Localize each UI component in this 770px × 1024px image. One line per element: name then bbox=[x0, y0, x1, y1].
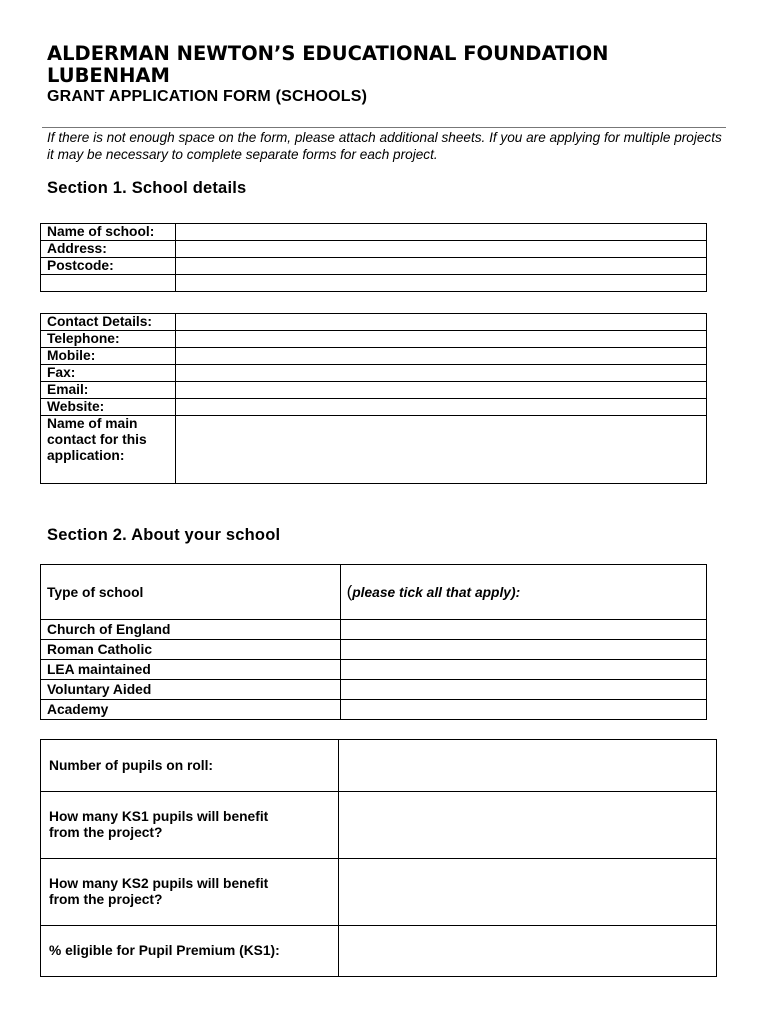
type-roman-catholic-tick[interactable] bbox=[340, 640, 706, 660]
email-field[interactable] bbox=[175, 382, 706, 399]
table-row bbox=[41, 258, 707, 275]
ks1-benefit-field[interactable] bbox=[338, 792, 716, 859]
table-row bbox=[41, 365, 707, 382]
email-label: Email: bbox=[41, 382, 176, 399]
main-contact-label bbox=[41, 416, 176, 484]
contact-details-table bbox=[40, 313, 707, 484]
main-contact-line-3: application: bbox=[47, 448, 125, 463]
school-name-label: Name of school: bbox=[41, 224, 176, 241]
blank-label bbox=[41, 275, 176, 292]
foundation-title bbox=[47, 43, 609, 87]
table-row bbox=[41, 700, 707, 720]
table-row bbox=[41, 314, 707, 331]
type-academy-label: Academy bbox=[41, 700, 341, 720]
website-field[interactable] bbox=[175, 399, 706, 416]
address-field[interactable] bbox=[175, 241, 706, 258]
section-1-heading: Section 1. School details bbox=[47, 179, 247, 197]
table-row bbox=[41, 348, 707, 365]
pupil-numbers-table bbox=[40, 739, 717, 977]
table-row bbox=[41, 416, 707, 484]
table-row bbox=[41, 382, 707, 399]
table-row bbox=[41, 620, 707, 640]
ks1-benefit-label bbox=[41, 792, 339, 859]
table-row bbox=[41, 792, 717, 859]
table-row bbox=[41, 640, 707, 660]
instructions-note: If there is not enough space on the form, please attach additional sheets. If you are applying for multiple projects it may be necessary to complete separate forms for each project. bbox=[47, 130, 722, 162]
question-line-1: How many KS2 pupils will benefit bbox=[49, 876, 269, 891]
tick-paren: ( bbox=[346, 582, 353, 601]
postcode-label: Postcode: bbox=[41, 258, 176, 275]
type-roman-catholic-label: Roman Catholic bbox=[41, 640, 341, 660]
telephone-field[interactable] bbox=[175, 331, 706, 348]
table-row bbox=[41, 399, 707, 416]
main-contact-line-2: contact for this bbox=[47, 432, 147, 447]
table-row bbox=[41, 740, 717, 792]
type-of-school-header: Type of school bbox=[41, 565, 341, 620]
table-row bbox=[41, 241, 707, 258]
type-lea-maintained-label: LEA maintained bbox=[41, 660, 341, 680]
table-row bbox=[41, 331, 707, 348]
telephone-label: Telephone: bbox=[41, 331, 176, 348]
table-row bbox=[41, 565, 707, 620]
pupil-premium-ks1-field[interactable] bbox=[338, 926, 716, 977]
main-contact-line-1: Name of main bbox=[47, 416, 138, 431]
address-label: Address: bbox=[41, 241, 176, 258]
title-line-2: LUBENHAM bbox=[47, 64, 170, 87]
header-divider bbox=[42, 127, 726, 128]
fax-field[interactable] bbox=[175, 365, 706, 382]
question-line-1: Number of pupils on roll: bbox=[49, 757, 214, 773]
mobile-field[interactable] bbox=[175, 348, 706, 365]
main-contact-field[interactable] bbox=[175, 416, 706, 484]
question-line-1: How many KS1 pupils will benefit bbox=[49, 809, 269, 824]
table-row bbox=[41, 275, 707, 292]
type-church-of-england-label: Church of England bbox=[41, 620, 341, 640]
tick-note-text: please tick all that apply): bbox=[352, 585, 521, 600]
school-details-table bbox=[40, 223, 707, 292]
pupils-on-roll-field[interactable] bbox=[338, 740, 716, 792]
pupils-on-roll-label bbox=[41, 740, 339, 792]
tick-instruction bbox=[340, 565, 706, 620]
postcode-field[interactable] bbox=[175, 258, 706, 275]
fax-label: Fax: bbox=[41, 365, 176, 382]
question-line-2: from the project? bbox=[49, 892, 163, 907]
type-voluntary-aided-label: Voluntary Aided bbox=[41, 680, 341, 700]
question-line-1: % eligible for Pupil Premium (KS1): bbox=[49, 943, 280, 958]
question-line-2: from the project? bbox=[49, 825, 163, 840]
type-academy-tick[interactable] bbox=[340, 700, 706, 720]
ks2-benefit-label bbox=[41, 859, 339, 926]
type-lea-maintained-tick[interactable] bbox=[340, 660, 706, 680]
contact-details-label: Contact Details: bbox=[41, 314, 176, 331]
school-name-field[interactable] bbox=[175, 224, 706, 241]
type-voluntary-aided-tick[interactable] bbox=[340, 680, 706, 700]
contact-details-field[interactable] bbox=[175, 314, 706, 331]
ks2-benefit-field[interactable] bbox=[338, 859, 716, 926]
website-label: Website: bbox=[41, 399, 176, 416]
school-type-table bbox=[40, 564, 707, 720]
mobile-label: Mobile: bbox=[41, 348, 176, 365]
form-subtitle: GRANT APPLICATION FORM (SCHOOLS) bbox=[47, 88, 368, 105]
table-row bbox=[41, 926, 717, 977]
table-row bbox=[41, 680, 707, 700]
blank-field[interactable] bbox=[175, 275, 706, 292]
table-row bbox=[41, 224, 707, 241]
table-row bbox=[41, 660, 707, 680]
table-row bbox=[41, 859, 717, 926]
section-2-heading: Section 2. About your school bbox=[47, 526, 281, 544]
pupil-premium-ks1-label bbox=[41, 926, 339, 977]
type-church-of-england-tick[interactable] bbox=[340, 620, 706, 640]
title-line-1: ALDERMAN NEWTON’S EDUCATIONAL FOUNDATION bbox=[47, 42, 609, 65]
